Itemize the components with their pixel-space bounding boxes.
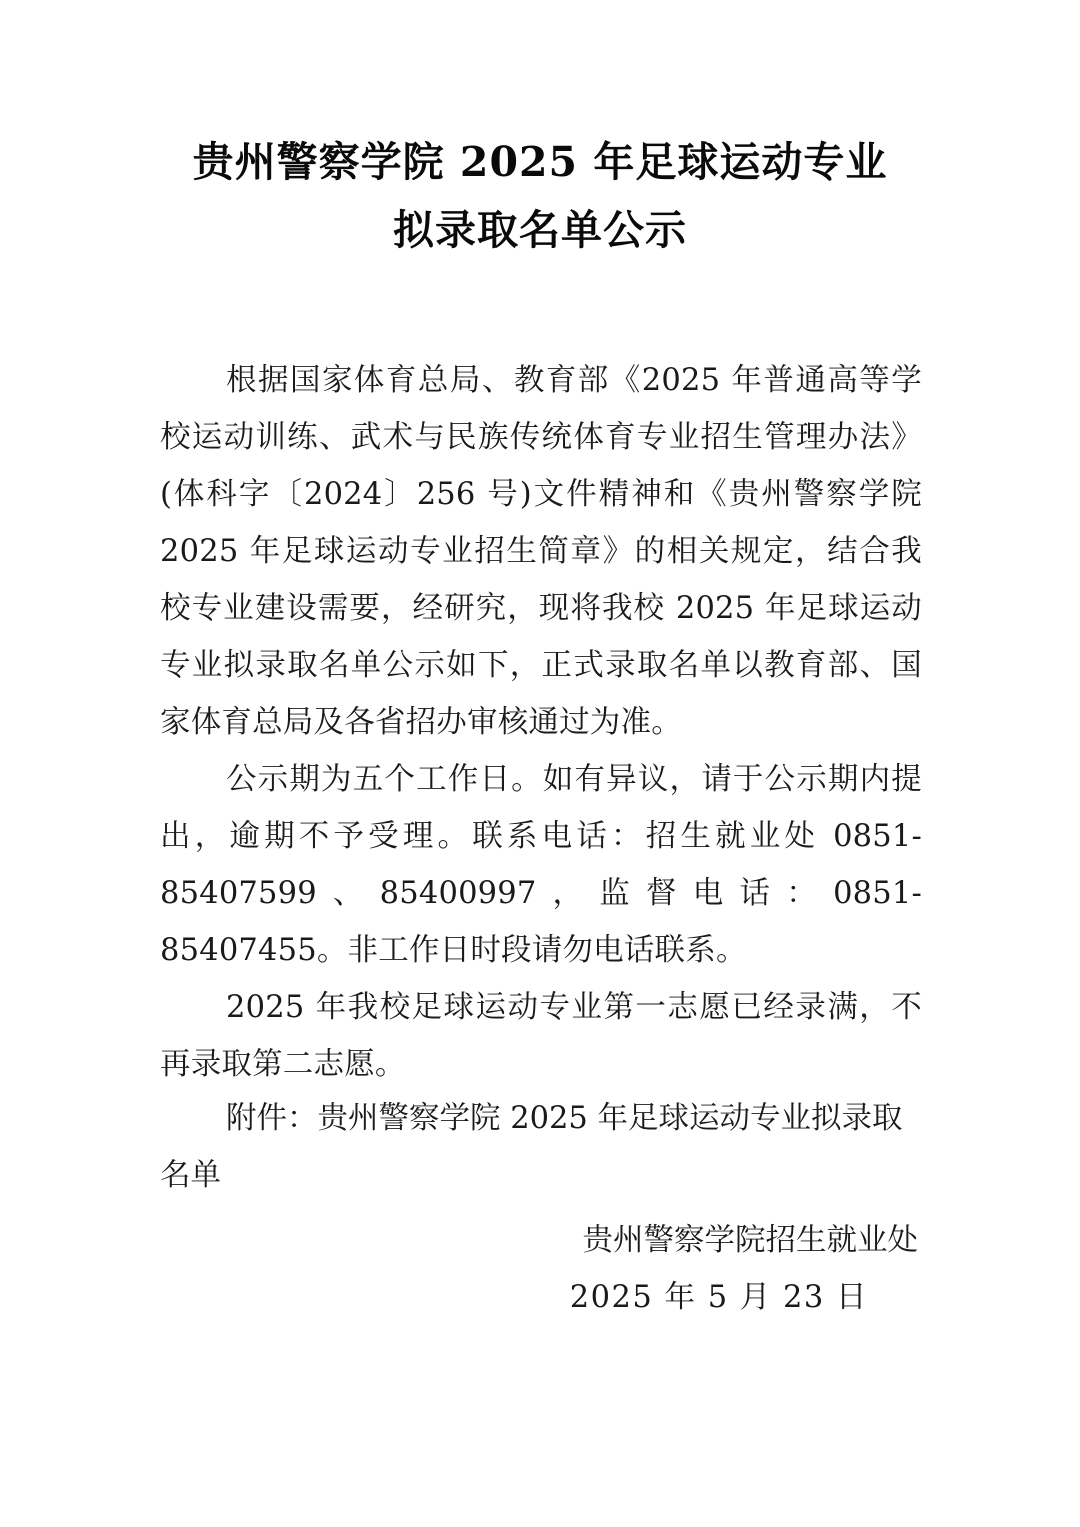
attachment-line: 附件：贵州警察学院 2025 年足球运动专业拟录取名单 xyxy=(160,1101,903,1193)
title-line-1: 贵州警察学院 2025 年足球运动专业 xyxy=(192,138,888,186)
signature-date: 2025 年 5 月 23 日 xyxy=(569,1280,868,1315)
paragraph-publicity-period: 公示期为五个工作日。如有异议，请于公示期内提出，逾期不予受理。联系电话：招生就业处 0851-85407599、85400997，监督电话：0851-85407455。非工作日时段请勿电话联系。 xyxy=(160,762,922,968)
paragraph-basis: 根据国家体育总局、教育部《2025 年普通高等学校运动训练、武术与民族传统体育专业招生管理办法》(体科字〔2024〕256 号)文件精神和《贵州警察学院 2025 年足球运动专业招生简章》的相关规定，结合我校专业建设需要，经研究，现将我校 2025 年足球运动专业拟录取名单公示如下，正式录取名单以教育部、国家体育总局及各省招办审核通过为准。 xyxy=(160,363,922,740)
signature-organization: 贵州警察学院招生就业处 xyxy=(582,1223,918,1258)
page-title xyxy=(150,128,930,264)
paragraph-first-choice-filled: 2025 年我校足球运动专业第一志愿已经录满，不再录取第二志愿。 xyxy=(160,990,922,1082)
signature-block xyxy=(160,1212,930,1326)
title-line-2: 拟录取名单公示 xyxy=(393,206,687,254)
document-body xyxy=(160,352,922,1093)
